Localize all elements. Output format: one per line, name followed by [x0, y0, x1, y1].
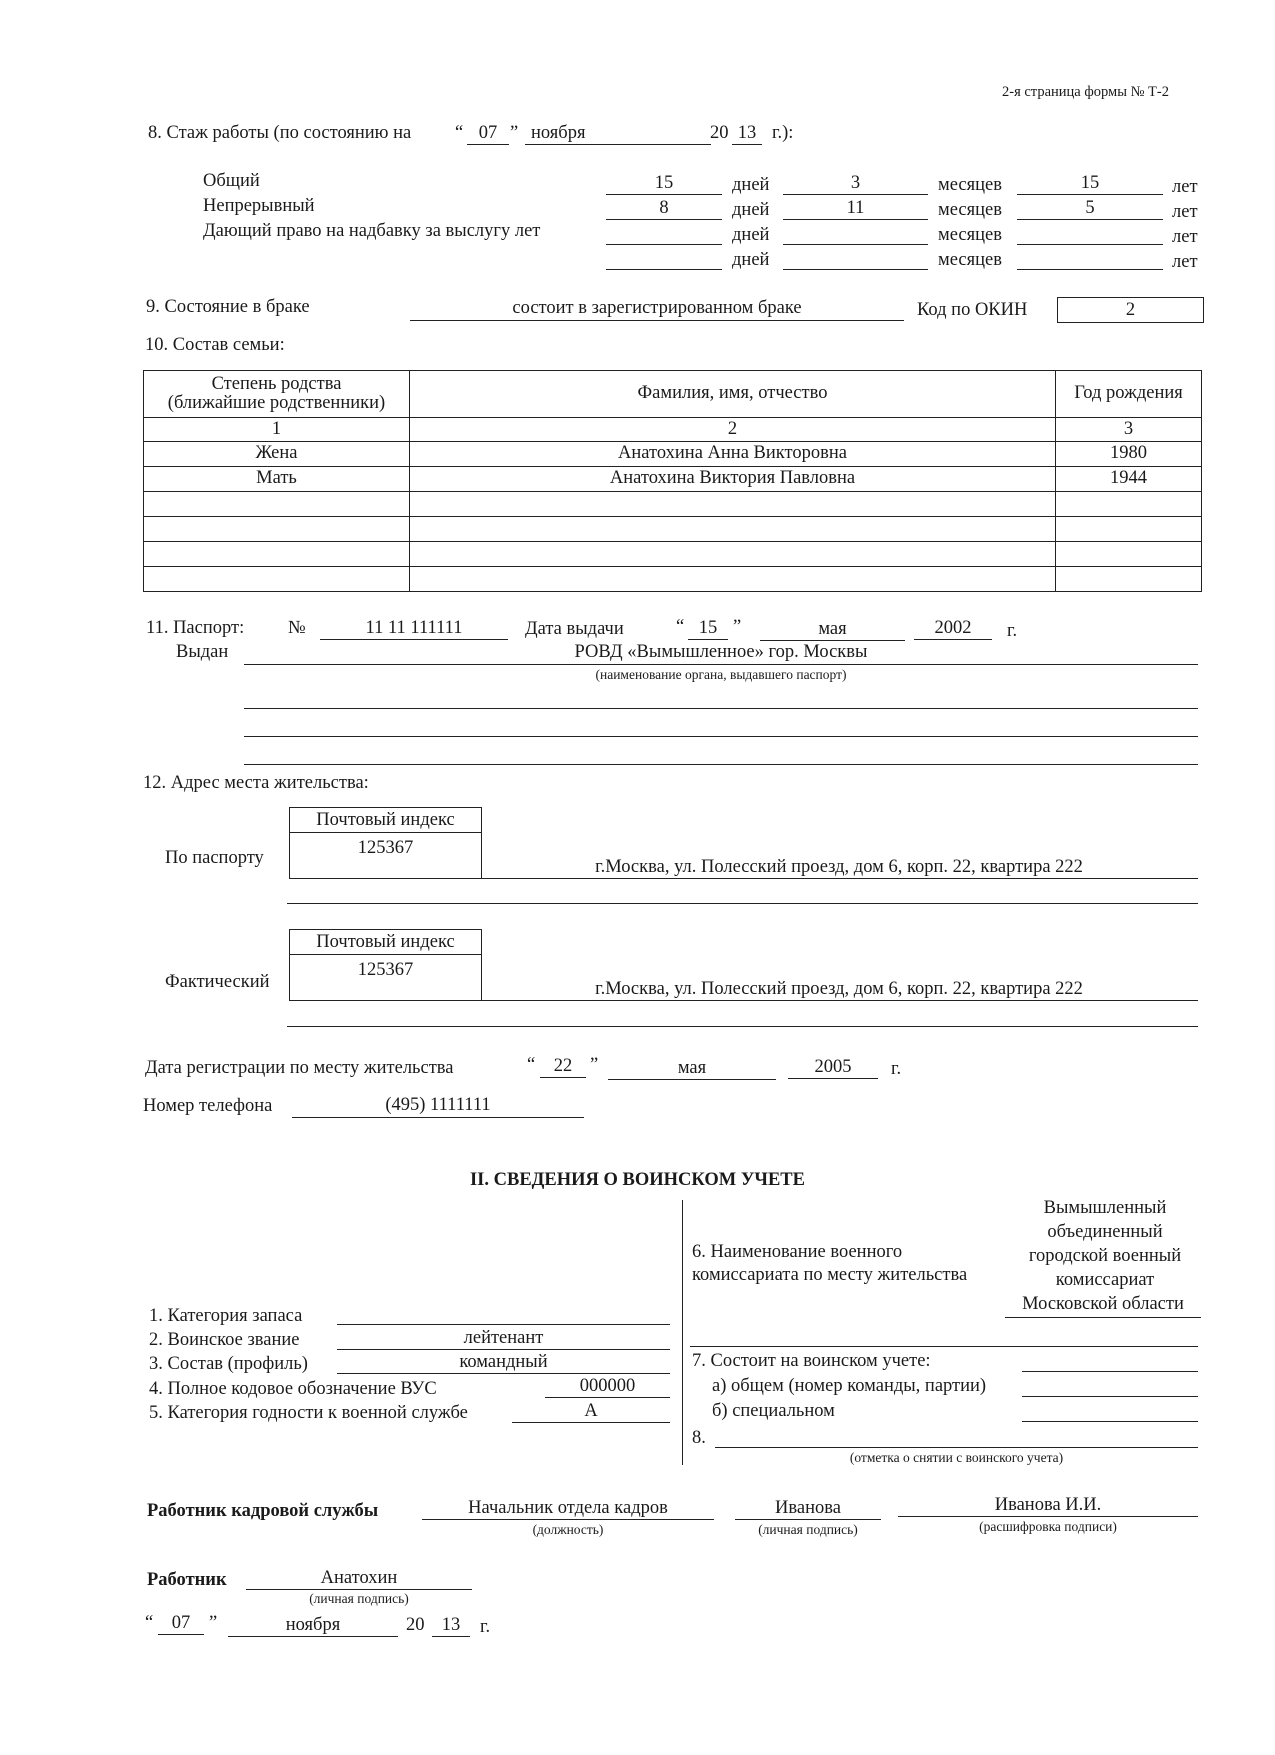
issued-by-label: Выдан	[176, 642, 229, 662]
form-page-label: 2-я страница формы № Т-2	[1002, 84, 1169, 100]
commissariat-value[interactable]: комиссариат	[1055, 1270, 1155, 1290]
deregistration-label: 8.	[692, 1428, 706, 1448]
table-row	[144, 467, 1202, 492]
issue-quote-open: “	[676, 617, 685, 637]
worker-year-suffix-field[interactable]: 13	[432, 1616, 470, 1637]
unit-days: дней	[732, 250, 770, 270]
birth-year-cell[interactable]	[1056, 542, 1202, 567]
unit-days: дней	[732, 200, 770, 220]
worker-quote-close: ”	[209, 1613, 218, 1633]
okin-label: Код по ОКИН	[917, 300, 1028, 320]
registration-month-field[interactable]: мая	[608, 1059, 776, 1080]
blank-line	[244, 708, 1198, 709]
table-row	[144, 567, 1202, 592]
table-row	[144, 442, 1202, 467]
s8-row-label: Дающий право на надбавку за выслугу лет	[203, 221, 541, 241]
s8-tail: г.):	[772, 123, 794, 143]
relation-cell[interactable]	[144, 567, 410, 592]
commissariat-label: комиссариата по месту жительства	[692, 1265, 968, 1285]
phone-field[interactable]: (495) 1111111	[292, 1096, 584, 1118]
s8-days-value[interactable]: 8	[606, 199, 722, 220]
registration-year-field[interactable]: 2005	[788, 1058, 878, 1079]
actual-address-field[interactable]: г.Москва, ул. Полесский проезд, дом 6, корп. 22, квартира 222	[480, 980, 1198, 1001]
hr-position-hint: (должность)	[532, 1522, 604, 1537]
s8-months-value[interactable]	[783, 249, 928, 270]
marital-status-field[interactable]: состоит в зарегистрированном браке	[410, 299, 904, 321]
worker-day-field[interactable]: 07	[158, 1614, 204, 1635]
passport-address-label: По паспорту	[165, 848, 264, 868]
name-cell[interactable]: Анатохина Виктория Павловна	[410, 467, 1056, 492]
s8-day[interactable]: 07	[467, 124, 509, 145]
s8-years-value[interactable]	[1017, 249, 1163, 270]
general-registration-field[interactable]	[1022, 1396, 1198, 1397]
okin-code-field[interactable]: 2	[1057, 297, 1204, 323]
registration-day-field[interactable]: 22	[540, 1057, 586, 1078]
commissariat-label: 6. Наименование военного	[692, 1242, 903, 1262]
birth-year-cell[interactable]	[1056, 517, 1202, 542]
issued-by-hint: (наименование органа, выдавшего паспорт)	[595, 667, 847, 682]
name-cell[interactable]	[410, 567, 1056, 592]
s8-quote-close: ”	[510, 123, 519, 143]
reserve-category-label: 1. Категория запаса	[149, 1306, 303, 1326]
deregistration-field[interactable]	[715, 1447, 1198, 1448]
birth-year-cell[interactable]	[1056, 567, 1202, 592]
unit-months: месяцев	[938, 200, 1002, 220]
s8-year-prefix: 20	[710, 123, 729, 143]
unit-years: лет	[1172, 227, 1198, 247]
unit-years: лет	[1172, 177, 1198, 197]
relation-cell[interactable]: Жена	[144, 442, 410, 467]
family-table-numbers	[144, 418, 1202, 442]
postal-index-label: Почтовый индекс	[290, 808, 481, 833]
header-relation: Степень родства (ближайшие родственники)	[144, 371, 410, 418]
family-table-header	[144, 371, 1202, 418]
header-birth-year: Год рождения	[1056, 371, 1202, 418]
table-row	[144, 492, 1202, 517]
unit-years: лет	[1172, 202, 1198, 222]
column-number: 1	[144, 418, 410, 442]
commissariat-value[interactable]: Московской области	[1005, 1295, 1201, 1318]
hr-position-field[interactable]: Начальник отдела кадров	[422, 1499, 714, 1520]
registration-date-label: Дата регистрации по месту жительства	[145, 1058, 454, 1078]
s8-month[interactable]: ноября	[525, 124, 711, 145]
s8-months-value[interactable]: 3	[783, 174, 928, 195]
passport-postal-box	[289, 807, 482, 879]
fitness-category-label: 5. Категория годности к военной службе	[149, 1403, 468, 1423]
issue-day-field[interactable]: 15	[688, 619, 728, 640]
reg-year-suffix: г.	[891, 1059, 902, 1079]
registration-status-label: 7. Состоит на воинском учете:	[692, 1351, 931, 1371]
military-rank-label: 2. Воинское звание	[149, 1330, 300, 1350]
s8-row-label: Непрерывный	[203, 196, 315, 216]
worker-month-field[interactable]: ноября	[228, 1616, 398, 1637]
commissariat-value[interactable]: городской военный	[1028, 1246, 1182, 1266]
deregistration-hint: (отметка о снятии с воинского учета)	[849, 1450, 1064, 1465]
birth-year-cell[interactable]: 1980	[1056, 442, 1202, 467]
s8-years-value[interactable]: 5	[1017, 199, 1163, 220]
birth-year-cell[interactable]	[1056, 492, 1202, 517]
blank-line	[1022, 1371, 1198, 1372]
header-name: Фамилия, имя, отчество	[410, 371, 1056, 418]
issue-year-field[interactable]: 2002	[914, 619, 992, 640]
fitness-category-field[interactable]: А	[512, 1402, 670, 1423]
birth-year-cell[interactable]: 1944	[1056, 467, 1202, 492]
table-row	[144, 517, 1202, 542]
actual-postal-box	[289, 929, 482, 1001]
s10-label: 10. Состав семьи:	[145, 335, 285, 355]
issue-month-field[interactable]: мая	[760, 620, 905, 641]
s8-row-label: Общий	[203, 171, 260, 191]
hr-signature-field[interactable]: Иванова	[735, 1499, 881, 1520]
issue-date-label: Дата выдачи	[525, 619, 624, 639]
relation-cell[interactable]	[144, 492, 410, 517]
hr-signature-hint: (личная подпись)	[758, 1522, 858, 1537]
vus-code-field[interactable]: 000000	[545, 1377, 670, 1398]
issue-quote-close: ”	[733, 617, 742, 637]
passport-number-field[interactable]: 11 11 111111	[320, 619, 508, 640]
actual-address-label: Фактический	[165, 972, 270, 992]
reg-quote-close: ”	[590, 1055, 599, 1075]
reg-quote-open: “	[527, 1055, 536, 1075]
hr-decode-field[interactable]: Иванова И.И.	[898, 1496, 1198, 1517]
military-divider	[682, 1200, 683, 1465]
s8-months-value[interactable]	[783, 224, 928, 245]
s8-label: 8. Стаж работы (по состоянию на	[148, 123, 412, 143]
special-registration-field[interactable]	[1022, 1421, 1198, 1422]
worker-label: Работник	[147, 1570, 227, 1590]
reserve-category-field[interactable]	[337, 1304, 670, 1325]
hr-decode-hint: (расшифровка подписи)	[979, 1519, 1117, 1534]
blank-line	[244, 736, 1198, 737]
passport-postal-index[interactable]: 125367	[357, 838, 414, 858]
s8-years-value[interactable]: 15	[1017, 174, 1163, 195]
relation-cell[interactable]	[144, 517, 410, 542]
general-registration-label: а) общем (номер команды, партии)	[712, 1376, 987, 1396]
composition-field[interactable]: командный	[337, 1353, 670, 1374]
worker-signature-field[interactable]: Анатохин	[246, 1569, 472, 1590]
worker-year-prefix: 20	[406, 1615, 425, 1635]
blank-line	[244, 764, 1198, 765]
unit-months: месяцев	[938, 175, 1002, 195]
unit-days: дней	[732, 225, 770, 245]
unit-months: месяцев	[938, 250, 1002, 270]
postal-index-label: Почтовый индекс	[290, 930, 481, 955]
unit-days: дней	[732, 175, 770, 195]
s8-days-value[interactable]	[606, 224, 722, 245]
family-table	[143, 370, 1202, 592]
commissariat-value[interactable]: Вымышленный	[1043, 1198, 1167, 1218]
worker-quote-open: “	[145, 1613, 154, 1633]
s8-year-suffix[interactable]: 13	[732, 124, 762, 145]
name-cell[interactable]	[410, 517, 1056, 542]
blank-line	[287, 1026, 1198, 1027]
s12-label: 12. Адрес места жительства:	[143, 773, 369, 793]
relation-cell[interactable]	[144, 542, 410, 567]
blank-line	[287, 903, 1198, 904]
table-row	[144, 542, 1202, 567]
issued-by-field[interactable]: РОВД «Вымышленное» гор. Москвы	[244, 643, 1198, 665]
name-cell[interactable]: Анатохина Анна Викторовна	[410, 442, 1056, 467]
s8-months-value[interactable]: 11	[783, 199, 928, 220]
column-number: 2	[410, 418, 1056, 442]
passport-number-sign: №	[288, 618, 306, 638]
worker-signature-hint: (личная подпись)	[309, 1591, 409, 1606]
unit-years: лет	[1172, 252, 1198, 272]
passport-address-field[interactable]: г.Москва, ул. Полесский проезд, дом 6, корп. 22, квартира 222	[480, 858, 1198, 879]
column-number: 3	[1056, 418, 1202, 442]
blank-line	[690, 1346, 1198, 1347]
s8-years-value[interactable]	[1017, 224, 1163, 245]
hr-worker-label: Работник кадровой службы	[147, 1501, 379, 1521]
worker-year-g: г.	[480, 1617, 491, 1637]
s11-label: 11. Паспорт:	[146, 618, 245, 638]
unit-months: месяцев	[938, 225, 1002, 245]
issue-year-suffix: г.	[1007, 621, 1018, 641]
s8-days-value[interactable]: 15	[606, 174, 722, 195]
special-registration-label: б) специальном	[712, 1401, 835, 1421]
composition-label: 3. Состав (профиль)	[149, 1354, 308, 1374]
relation-cell[interactable]: Мать	[144, 467, 410, 492]
commissariat-value[interactable]: объединенный	[1047, 1222, 1163, 1242]
military-section-title: II. СВЕДЕНИЯ О ВОИНСКОМ УЧЕТЕ	[469, 1170, 805, 1190]
vus-code-label: 4. Полное кодовое обозначение ВУС	[149, 1379, 437, 1399]
name-cell[interactable]	[410, 542, 1056, 567]
s8-days-value[interactable]	[606, 249, 722, 270]
s8-quote-open: “	[455, 123, 464, 143]
phone-label: Номер телефона	[143, 1096, 273, 1116]
military-rank-field[interactable]: лейтенант	[337, 1329, 670, 1350]
name-cell[interactable]	[410, 492, 1056, 517]
s9-label: 9. Состояние в браке	[146, 297, 310, 317]
actual-postal-index[interactable]: 125367	[357, 960, 414, 980]
